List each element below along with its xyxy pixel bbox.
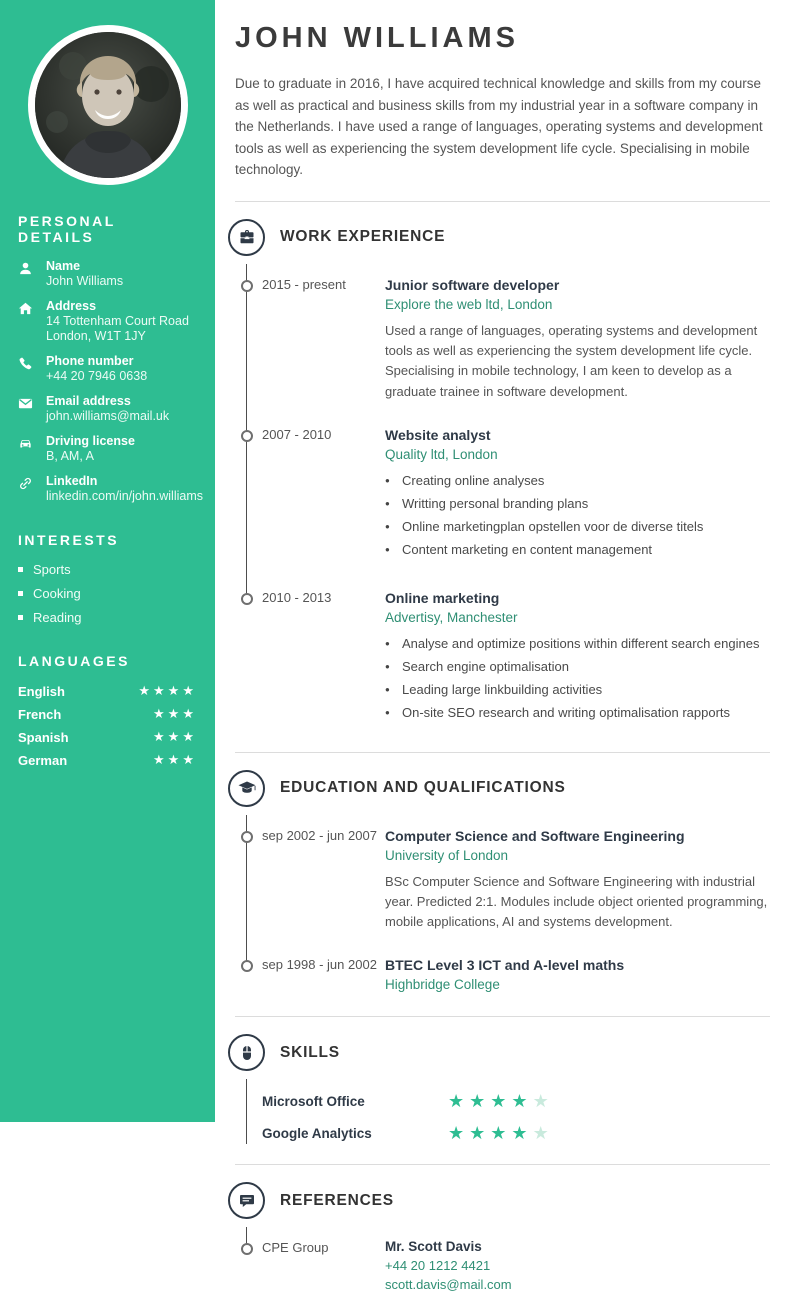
personal-detail-value: 14 Tottenham Court Road [46, 314, 189, 328]
entry-date: 2010 - 2013 [262, 589, 332, 605]
entry-organisation: Quality ltd, London [385, 446, 498, 462]
references-timeline [228, 1239, 770, 1292]
entry-bullet: ● Online marketingplan opstellen voor de diverse titels [385, 518, 770, 536]
star-filled-icon: ★ [448, 1091, 470, 1112]
star-filled-icon: ★ [469, 1091, 491, 1112]
entry-body [385, 426, 770, 565]
interest-item [18, 586, 197, 601]
reference-email[interactable]: scott.davis@mail.com [385, 1277, 512, 1292]
skill-name: Microsoft Office [262, 1094, 365, 1110]
work-experience-timeline [228, 276, 770, 728]
divider [235, 201, 770, 202]
language-name: German [18, 752, 68, 768]
personal-details-list [18, 259, 204, 504]
entry-date: 2015 - present [262, 276, 346, 292]
reference-company: CPE Group [262, 1240, 329, 1256]
skills-list [228, 1091, 770, 1144]
personal-detail-value[interactable]: john.williams@mail.uk [46, 409, 170, 423]
entry-bullet: ● Writting personal branding plans [385, 495, 770, 513]
personal-detail-text [46, 299, 197, 344]
home-icon [18, 299, 35, 344]
entry-bullet: ● Search engine optimalisation [385, 658, 770, 676]
interests-list [18, 562, 197, 625]
link-icon [18, 474, 35, 504]
language-star-rating: ★★★★ [138, 683, 197, 698]
timeline-entry [262, 956, 770, 992]
square-bullet-icon [18, 567, 23, 572]
star-filled-icon: ★ [490, 1123, 512, 1144]
divider [235, 1164, 770, 1165]
entry-bullet: ● Leading large linkbuilding activities [385, 681, 770, 699]
star-filled-icon: ★ [511, 1123, 533, 1144]
interest-item [18, 610, 197, 625]
speech-bubble-icon [228, 1182, 265, 1219]
skill-star-rating [448, 1123, 554, 1144]
section-skills [228, 1034, 770, 1144]
personal-detail-value: +44 20 7946 0638 [46, 369, 148, 383]
profile-summary: Due to graduate in 2016, I have acquired technical knowledge and skills from my course as well as practical and business skills from my industrial year in a software company in the Netherlands. I have used a range of languages, operating systems and development tools as well as experiencing the system development life cycle. Specialising in mobile technology. [235, 76, 763, 178]
entry-body [385, 956, 770, 992]
star-filled-icon: ★ [469, 1123, 491, 1144]
star-muted-icon: ★ [532, 1123, 554, 1144]
divider [235, 1016, 770, 1017]
entry-bullet-list [385, 472, 770, 560]
divider [235, 752, 770, 753]
personal-detail-item [18, 394, 197, 424]
personal-detail-label: LinkedIn [46, 474, 98, 488]
entry-title: BTEC Level 3 ICT and A-level maths [385, 957, 625, 974]
timeline-entry [262, 426, 770, 565]
language-row [18, 683, 197, 699]
language-name: French [18, 706, 62, 722]
entry-title: Junior software developer [385, 276, 560, 293]
personal-detail-value: B, AM, A [46, 449, 94, 463]
entry-bullet: ● Content marketing en content management [385, 541, 770, 559]
main-content [215, 0, 793, 1292]
portrait-illustration [35, 32, 181, 178]
personal-detail-text [46, 354, 197, 384]
profile-photo [28, 25, 188, 185]
email-icon [18, 394, 35, 424]
entry-body [385, 827, 770, 933]
reference-body [385, 1239, 770, 1292]
entry-organisation: University of London [385, 847, 509, 863]
square-bullet-icon [18, 591, 23, 596]
personal-detail-label: Address [46, 299, 97, 313]
language-star-rating: ★★★ [153, 752, 197, 767]
interests-heading: INTERESTS [18, 532, 120, 548]
personal-detail-item [18, 474, 204, 504]
education-title: EDUCATION AND QUALIFICATIONS [280, 779, 566, 797]
entry-organisation: Explore the web ltd, London [385, 297, 553, 313]
entry-bullet-list [385, 635, 770, 723]
star-filled-icon: ★ [448, 1123, 470, 1144]
interest-label: Reading [33, 610, 82, 625]
star-filled-icon: ★ [490, 1091, 512, 1112]
timeline-entry [262, 827, 770, 933]
person-icon [18, 259, 35, 289]
personal-detail-item [18, 434, 197, 464]
personal-detail-text [46, 394, 197, 424]
personal-detail-text [46, 259, 197, 289]
skill-row [262, 1123, 770, 1144]
language-star-rating: ★★★ [153, 729, 197, 744]
entry-body [385, 276, 770, 402]
entry-bullet: ● Creating online analyses [385, 472, 770, 490]
entry-date: sep 1998 - jun 2002 [262, 957, 377, 973]
entry-date: 2007 - 2010 [262, 426, 332, 442]
interest-label: Cooking [33, 586, 81, 601]
personal-detail-label: Email address [46, 394, 131, 408]
personal-detail-value: London, W1T 1JY [46, 329, 146, 343]
section-references [228, 1182, 770, 1292]
skills-header [228, 1034, 770, 1071]
entry-title: Computer Science and Software Engineering [385, 827, 685, 844]
section-education [228, 770, 770, 993]
star-filled-icon: ★ [511, 1091, 533, 1112]
page-title: JOHN WILLIAMS [235, 22, 519, 54]
entry-organisation: Advertisy, Manchester [385, 609, 518, 625]
section-work-experience [228, 219, 770, 728]
entry-date: sep 2002 - jun 2007 [262, 827, 377, 843]
timeline-entry [262, 276, 770, 402]
language-row [18, 752, 197, 768]
mouse-icon [228, 1034, 265, 1071]
star-muted-icon: ★ [532, 1091, 554, 1112]
square-bullet-icon [18, 615, 23, 620]
graduation-cap-icon [228, 770, 265, 807]
entry-title: Online marketing [385, 589, 500, 606]
skill-name: Google Analytics [262, 1126, 372, 1142]
personal-detail-value: John Williams [46, 274, 124, 288]
language-name: English [18, 683, 65, 699]
personal-detail-label: Driving license [46, 434, 135, 448]
language-row [18, 729, 197, 745]
reference-phone[interactable]: +44 20 1212 4421 [385, 1258, 491, 1274]
work-experience-title: WORK EXPERIENCE [280, 228, 446, 246]
references-title: REFERENCES [280, 1191, 394, 1209]
language-row [18, 706, 197, 722]
entry-description: BSc Computer Science and Software Engineering with industrial year. Predicted 2:1. Modules include object oriented programming, mobile applications, AI and systems development. [385, 873, 768, 930]
personal-detail-text [46, 474, 203, 504]
interest-label: Sports [33, 562, 71, 577]
languages-heading: LANGUAGES [18, 653, 130, 669]
entry-bullet: ● On-site SEO research and writing optimalisation rapports [385, 704, 770, 722]
entry-bullet: ● Analyse and optimize positions within different search engines [385, 635, 770, 653]
languages-list [18, 683, 197, 768]
phone-icon [18, 354, 35, 384]
skill-star-rating [448, 1091, 554, 1112]
personal-details-heading: PERSONAL DETAILS [18, 213, 116, 245]
personal-detail-label: Phone number [46, 354, 134, 368]
personal-detail-item [18, 299, 197, 344]
entry-description: Used a range of languages, operating systems and development tools as well as experiencing the system development life cycle. Specialising in mobile technology, I am keen to develop as a graduate trainee in software development. [385, 323, 758, 399]
personal-detail-item [18, 259, 197, 289]
car-icon [18, 434, 35, 464]
timeline-entry [262, 589, 770, 728]
work-experience-header [228, 219, 770, 256]
entry-organisation: Highbridge College [385, 977, 500, 993]
interest-item [18, 562, 197, 577]
language-name: Spanish [18, 729, 69, 745]
sidebar [0, 0, 215, 1122]
personal-detail-item [18, 354, 197, 384]
entry-body [385, 589, 770, 728]
reference-entry [262, 1239, 770, 1292]
timeline-line [246, 1079, 247, 1144]
language-star-rating: ★★★ [153, 706, 197, 721]
personal-detail-text [46, 434, 197, 464]
skills-title: SKILLS [280, 1043, 340, 1061]
reference-name: Mr. Scott Davis [385, 1239, 482, 1255]
education-header [228, 770, 770, 807]
entry-title: Website analyst [385, 426, 491, 443]
references-header [228, 1182, 770, 1219]
personal-detail-label: Name [46, 259, 81, 273]
skill-row [262, 1091, 770, 1112]
personal-detail-value[interactable]: linkedin.com/in/john.williams [46, 489, 204, 503]
briefcase-icon [228, 219, 265, 256]
education-timeline [228, 827, 770, 993]
